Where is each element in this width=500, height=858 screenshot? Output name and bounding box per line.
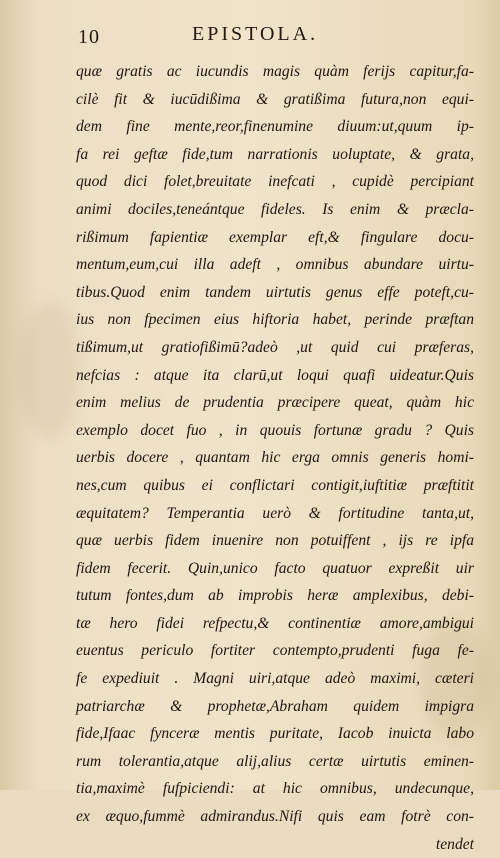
text-line: animi dociles,teneántque fideles. Is enim & præcla- — [76, 200, 474, 218]
page-number: 10 — [78, 26, 100, 48]
body-text — [76, 58, 474, 858]
text-line: euentus periculo fortiter contempto,prudenti fuga fe- — [76, 642, 474, 660]
paper-stain — [20, 300, 80, 440]
catchword: tendet — [435, 835, 474, 853]
text-line: fidem fecerit. Quin,unico facto quatuor expreßit uir — [76, 559, 474, 577]
text-line: æquitatem? Temperantia uerò & fortitudine tanta,ut, — [76, 504, 474, 522]
text-line: rum tolerantia,atque alij,alius certæ uirtutis eminen- — [76, 752, 474, 770]
text-line: exemplo docet fuo , in quouis fortunæ gradu ? Quis — [76, 421, 474, 439]
text-line: cilè fit & iucūdißima & gratißima futura,non equi- — [76, 90, 474, 108]
text-line: tibus.Quod enim tandem uirtutis genus effe poteft,cu- — [76, 283, 474, 301]
text-line: dem fine mente,reor,finenumine diuum:ut,quum ip- — [76, 118, 474, 136]
text-line: quod dici folet,breuitate inefcati , cupidè percipiant — [76, 173, 474, 191]
text-line: enim melius de prudentia præcipere queat, quàm hic — [76, 394, 474, 412]
text-line: nes,cum quibus ei conflictari contigit,iuftitiæ præftitit — [76, 476, 474, 494]
text-line: ius non fpecimen eius hiftoria habet, perinde præftan — [76, 311, 474, 329]
text-line: quæ gratis ac iucundis magis quàm ferijs capitur,fa- — [76, 63, 474, 80]
text-line: ex æquo,fummè admirandus.Nifi quis eam fotrè con- — [76, 808, 474, 826]
text-line: quæ uerbis fidem inuenire non potuiffent , ijs re ipfa — [76, 532, 474, 550]
text-line: fa rei geftæ fide,tum narrationis uoluptate, & grata, — [76, 145, 474, 163]
text-line: fide,Ifaac fynceræ mentis puritate, Iacob inuicta labo — [76, 725, 474, 743]
page-header — [74, 20, 470, 50]
text-line: tißimum,ut gratiofißimū?adeò ,ut quid cui præferas, — [76, 338, 474, 356]
running-head: EPISTOLA. — [192, 23, 319, 45]
text-line: tia,maximè fufpiciendi: at hic omnibus, undecunque, — [76, 780, 474, 798]
text-line: nefcias : atque ita clarū,ut loqui quafi uideatur.Quis — [76, 366, 474, 384]
text-line: tutum fontes,dum ab improbis heræ amplexibus, debi- — [76, 587, 474, 605]
text-line: uerbis docere , quantam hic erga omnis generis homi- — [76, 449, 474, 467]
text-line: patriarchæ & prophetæ,Abraham quidem impigra — [76, 697, 474, 715]
text-line: fe expediuit . Magni uiri,atque adeò maximi, cæteri — [76, 670, 474, 688]
text-line: rißimum fapientiæ exemplar eft,& fingulare docu- — [76, 228, 474, 246]
text-line: tæ hero fidei refpectu,& continentiæ amore,ambigui — [76, 614, 474, 632]
text-line: mentum,eum,cui illa adeft , omnibus abundare uirtu- — [76, 256, 474, 274]
